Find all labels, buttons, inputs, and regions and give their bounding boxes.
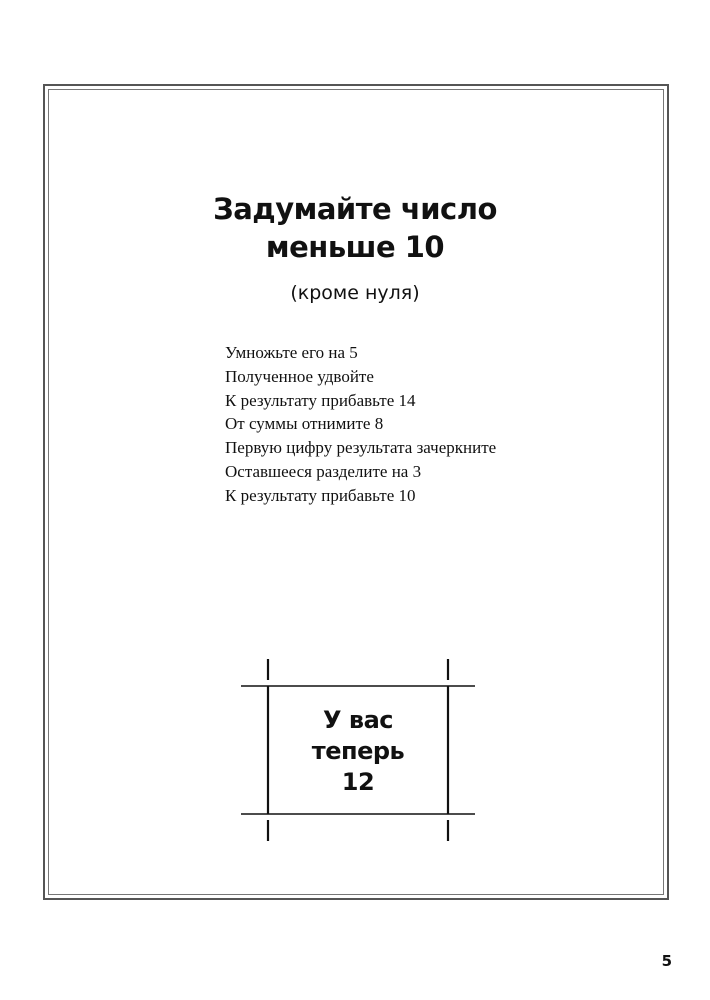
- answer-line-3: 12: [341, 768, 375, 796]
- instruction-step: Первую цифру результата зачеркните: [225, 438, 497, 458]
- title-line-2: меньше 10: [265, 230, 445, 264]
- instruction-step: От суммы отнимите 8: [225, 414, 384, 434]
- instruction-step: Умножьте его на 5: [225, 343, 358, 362]
- answer-line-1: У вас: [323, 706, 393, 734]
- answer-line-2: теперь: [311, 737, 405, 765]
- answer-text: [268, 705, 448, 798]
- instruction-step: К результату прибавьте 14: [225, 390, 416, 410]
- page-number: 5: [661, 952, 672, 970]
- instruction-step: Оставшееся разделите на 3: [225, 461, 422, 481]
- instruction-step: К результату прибавьте 10: [225, 485, 416, 505]
- title-line-1: Задумайте число: [213, 192, 497, 226]
- instruction-step: Полученное удвойте: [225, 366, 374, 386]
- page-subtitle: (кроме нуля): [290, 282, 420, 304]
